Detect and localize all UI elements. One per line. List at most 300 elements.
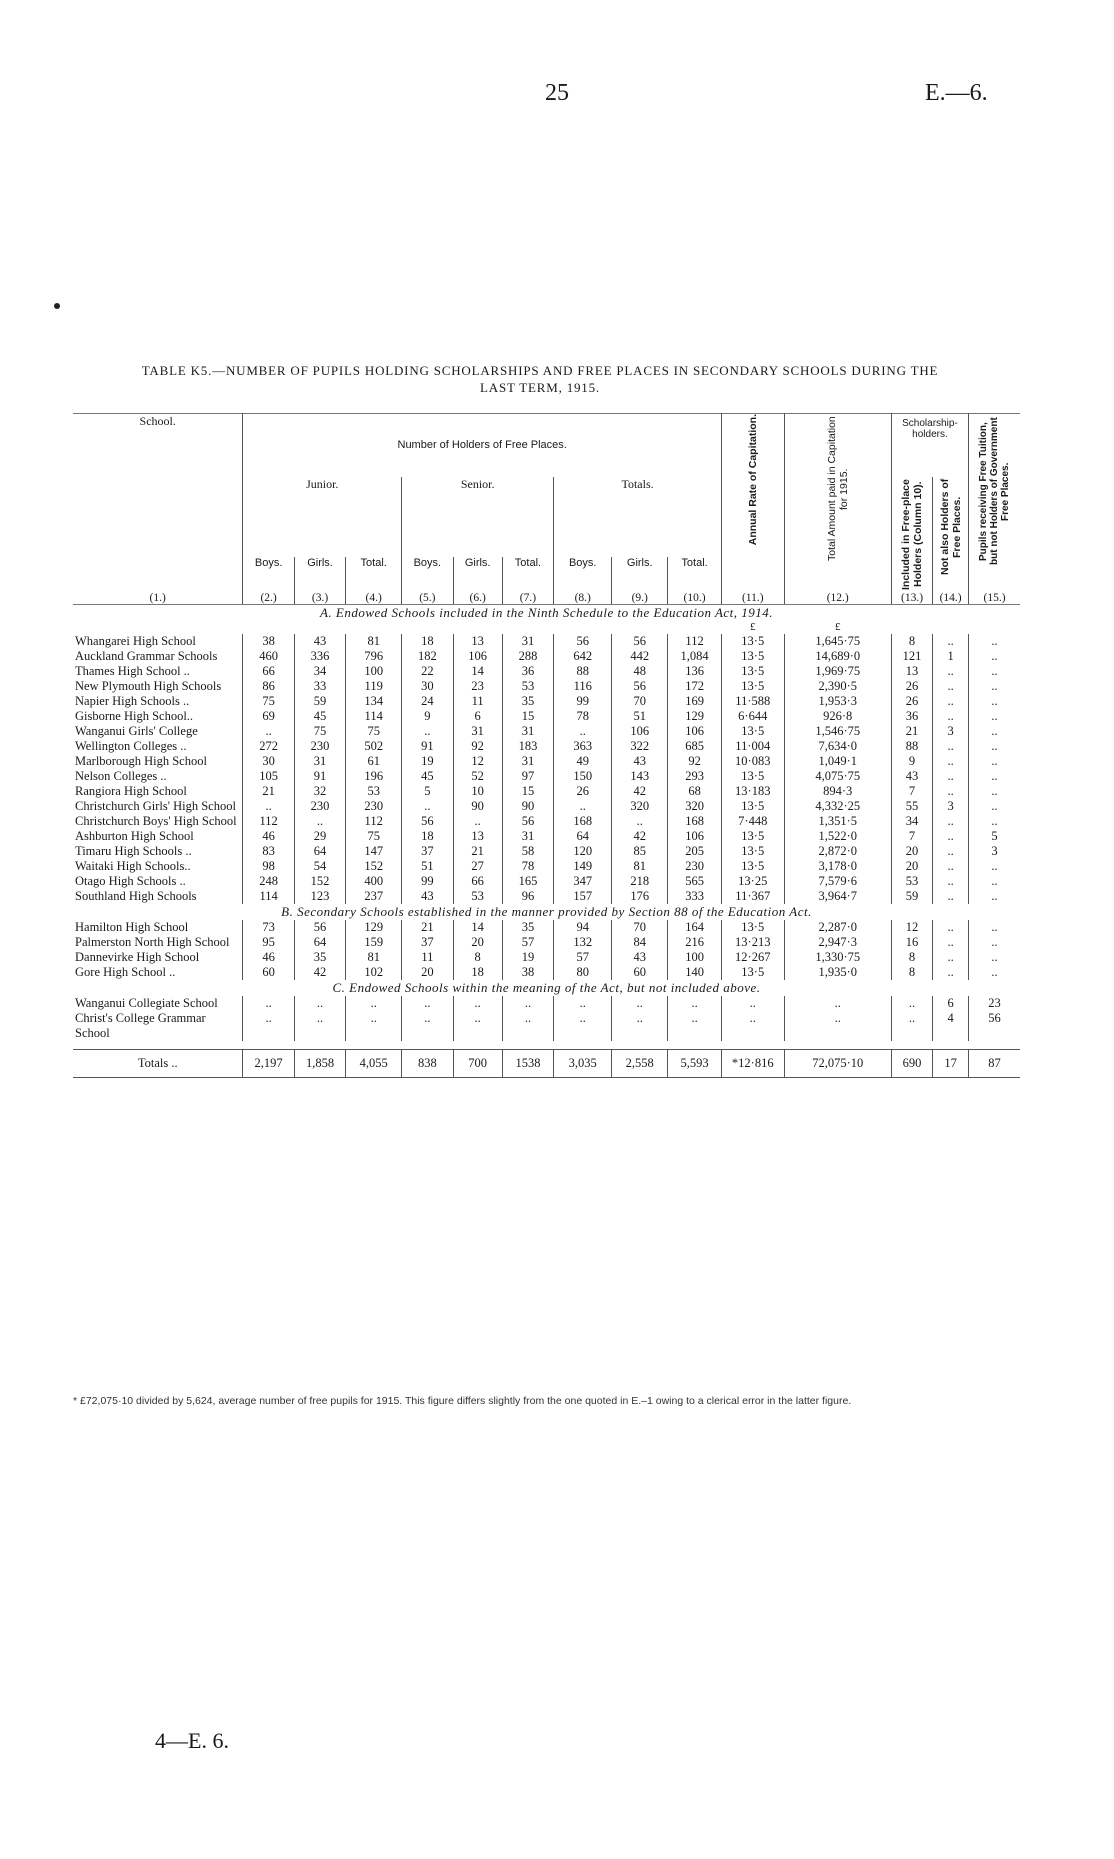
school-name: Gore High School ..: [73, 965, 243, 980]
value-cell: 31: [294, 754, 345, 769]
value-cell: 8: [891, 965, 932, 980]
not-also-label: Not also Holders of Free Places.: [938, 478, 963, 575]
value-cell: 59: [294, 694, 345, 709]
value-cell: ..: [402, 1011, 453, 1041]
value-cell: 57: [502, 935, 553, 950]
table-row: [73, 829, 1020, 844]
value-cell: 64: [554, 829, 612, 844]
value-cell: ..: [668, 1011, 722, 1041]
value-cell: 10: [453, 784, 502, 799]
value-cell: 94: [554, 920, 612, 935]
value-cell: 333: [668, 889, 722, 904]
table-row: [73, 844, 1020, 859]
value-cell: 59: [891, 889, 932, 904]
value-cell: 132: [554, 935, 612, 950]
value-cell: ..: [933, 965, 969, 980]
table-title-line-1: TABLE K5.—NUMBER OF PUPILS HOLDING SCHOLARSHIPS AND FREE PLACES IN SECONDARY SCHOOLS DURING THE: [141, 363, 939, 378]
included-label: Included in Free-place Holders (Column 10).: [900, 478, 925, 590]
value-cell: 172: [668, 679, 722, 694]
senior-boys-header: Boys.: [402, 557, 453, 592]
value-cell: 20: [891, 844, 932, 859]
value-cell: ..: [933, 769, 969, 784]
value-cell: ..: [991, 738, 998, 753]
column-number: (1.): [73, 592, 243, 605]
value-cell: 45: [294, 709, 345, 724]
value-cell: ..: [612, 996, 668, 1011]
value-cell: 140: [668, 965, 722, 980]
value-cell: 894·3: [784, 784, 891, 799]
value-cell: 685: [668, 739, 722, 754]
value-cell: 4,332·25: [784, 799, 891, 814]
value-cell: 98: [243, 859, 294, 874]
value-cell: 60: [243, 965, 294, 980]
value-cell: 13·183: [721, 784, 784, 799]
value-cell: ..: [991, 858, 998, 873]
value-cell: 53: [502, 679, 553, 694]
value-cell: ..: [991, 768, 998, 783]
currency-cell: [969, 621, 1020, 634]
value-cell: 926·8: [784, 709, 891, 724]
value-cell: 11: [402, 950, 453, 965]
value-cell: 35: [502, 694, 553, 709]
free-tuition-header: [969, 414, 1020, 592]
value-cell: 13·213: [721, 935, 784, 950]
value-cell: 2,947·3: [784, 935, 891, 950]
value-cell: 106: [612, 724, 668, 739]
value-cell: 183: [502, 739, 553, 754]
school-name: New Plymouth High Schools: [73, 679, 243, 694]
value-cell: 15: [502, 784, 553, 799]
value-cell: 9: [891, 754, 932, 769]
table-title: [70, 362, 1010, 396]
value-cell: 14: [453, 664, 502, 679]
stray-mark: [54, 303, 60, 309]
column-number: (11.): [721, 592, 784, 605]
value-cell: 13: [453, 634, 502, 649]
scholarship-table: [73, 413, 1020, 1078]
value-cell: ..: [784, 996, 891, 1011]
currency-cell: [453, 621, 502, 634]
section-heading: A. Endowed Schools included in the Ninth Schedule to the Education Act, 1914.: [319, 604, 774, 620]
value-cell: 46: [243, 950, 294, 965]
table-row: [73, 874, 1020, 889]
table-row: [73, 950, 1020, 965]
value-cell: 75: [346, 724, 402, 739]
value-cell: 22: [402, 664, 453, 679]
value-cell: 5: [402, 784, 453, 799]
value-cell: ..: [933, 935, 969, 950]
value-cell: 14,689·0: [784, 649, 891, 664]
value-cell: 60: [612, 965, 668, 980]
table-row: [73, 859, 1020, 874]
value-cell: 90: [453, 799, 502, 814]
value-cell: 56: [294, 920, 345, 935]
value-cell: 18: [402, 829, 453, 844]
value-cell: 51: [612, 709, 668, 724]
total-value-cell: 4,055: [346, 1049, 402, 1077]
value-cell: 85: [612, 844, 668, 859]
value-cell: ..: [933, 679, 969, 694]
value-cell: ..: [294, 996, 345, 1011]
value-cell: 1: [933, 649, 969, 664]
section-heading-row: [73, 904, 1020, 920]
value-cell: 182: [402, 649, 453, 664]
value-cell: 205: [668, 844, 722, 859]
value-cell: 21: [891, 724, 932, 739]
value-cell: 13·5: [721, 664, 784, 679]
total-value-cell: 17: [933, 1049, 969, 1077]
school-name: Rangiora High School: [73, 784, 243, 799]
value-cell: 31: [502, 754, 553, 769]
value-cell: 91: [402, 739, 453, 754]
value-cell: 26: [891, 679, 932, 694]
value-cell: 13·5: [721, 799, 784, 814]
currency-cell: [402, 621, 453, 634]
value-cell: ..: [933, 920, 969, 935]
total-value-cell: 3,035: [554, 1049, 612, 1077]
value-cell: ..: [933, 634, 969, 649]
school-name: Christ's College Grammar School: [73, 1011, 243, 1041]
table-body: [73, 604, 1020, 1077]
value-cell: 19: [402, 754, 453, 769]
value-cell: 42: [612, 784, 668, 799]
value-cell: 13·5: [721, 965, 784, 980]
value-cell: 3: [933, 799, 969, 814]
value-cell: ..: [991, 813, 998, 828]
value-cell: 1,330·75: [784, 950, 891, 965]
value-cell: 4,075·75: [784, 769, 891, 784]
value-cell: ..: [991, 888, 998, 903]
value-cell: 20: [891, 859, 932, 874]
table-row: [73, 784, 1020, 799]
value-cell: 248: [243, 874, 294, 889]
value-cell: 43: [612, 754, 668, 769]
value-cell: 106: [668, 724, 722, 739]
value-cell: 120: [554, 844, 612, 859]
school-name: Wanganui Collegiate School: [73, 996, 243, 1011]
value-cell: 176: [612, 889, 668, 904]
value-cell: ..: [668, 996, 722, 1011]
table-title-line-2: LAST TERM, 1915.: [480, 380, 600, 395]
value-cell: 81: [346, 634, 402, 649]
value-cell: ..: [933, 814, 969, 829]
value-cell: 6·644: [721, 709, 784, 724]
school-name: Otago High Schools ..: [73, 874, 243, 889]
value-cell: 642: [554, 649, 612, 664]
value-cell: 54: [294, 859, 345, 874]
value-cell: 565: [668, 874, 722, 889]
value-cell: 35: [502, 920, 553, 935]
value-cell: ..: [721, 996, 784, 1011]
column-number: (2.): [243, 592, 294, 605]
value-cell: 168: [554, 814, 612, 829]
value-cell: 1,351·5: [784, 814, 891, 829]
value-cell: 29: [294, 829, 345, 844]
currency-row: [73, 621, 1020, 634]
value-cell: 75: [243, 694, 294, 709]
totals-header: Totals.: [554, 477, 722, 557]
value-cell: 70: [612, 694, 668, 709]
value-cell: ..: [991, 949, 998, 964]
value-cell: 112: [346, 814, 402, 829]
school-name: Timaru High Schools ..: [73, 844, 243, 859]
value-cell: ..: [933, 739, 969, 754]
value-cell: 460: [243, 649, 294, 664]
value-cell: ..: [933, 859, 969, 874]
value-cell: 49: [554, 754, 612, 769]
included-header: [891, 477, 932, 592]
value-cell: 11·004: [721, 739, 784, 754]
value-cell: 2,872·0: [784, 844, 891, 859]
value-cell: 14: [453, 920, 502, 935]
value-cell: 31: [502, 634, 553, 649]
totals-row: [73, 1049, 1020, 1077]
table-row: [73, 1011, 1020, 1041]
value-cell: 23: [988, 995, 1001, 1010]
table-row: [73, 889, 1020, 904]
school-name: Gisborne High School..: [73, 709, 243, 724]
value-cell: 119: [346, 679, 402, 694]
totals-label: Totals ..: [73, 1049, 243, 1077]
value-cell: 34: [891, 814, 932, 829]
value-cell: 502: [346, 739, 402, 754]
value-cell: ..: [294, 814, 345, 829]
value-cell: 1,546·75: [784, 724, 891, 739]
value-cell: 112: [243, 814, 294, 829]
value-cell: 105: [243, 769, 294, 784]
capitation-rate-header: [721, 414, 784, 592]
value-cell: 64: [294, 844, 345, 859]
amount-paid-header: [784, 414, 891, 592]
section-heading: C. Endowed Schools within the meaning of the Act, but not included above.: [332, 979, 761, 995]
value-cell: 168: [668, 814, 722, 829]
value-cell: 1,645·75: [784, 634, 891, 649]
school-name: Christchurch Girls' High School: [73, 799, 243, 814]
total-value-cell: 700: [453, 1049, 502, 1077]
value-cell: 75: [294, 724, 345, 739]
value-cell: 1,935·0: [784, 965, 891, 980]
spacer-row: [73, 1041, 1020, 1050]
value-cell: ..: [991, 964, 998, 979]
value-cell: 237: [346, 889, 402, 904]
value-cell: ..: [991, 919, 998, 934]
value-cell: 6: [933, 996, 969, 1011]
value-cell: 13·5: [721, 724, 784, 739]
column-number: (10.): [668, 592, 722, 605]
value-cell: 37: [402, 935, 453, 950]
value-cell: 70: [612, 920, 668, 935]
section-heading: B. Secondary Schools established in the manner provided by Section 88 of the Education Act.: [281, 903, 812, 919]
value-cell: 3: [933, 724, 969, 739]
amount-paid-label: Total Amount paid in Capitation for 1915.: [825, 416, 850, 562]
school-name: Ashburton High School: [73, 829, 243, 844]
value-cell: 53: [453, 889, 502, 904]
value-cell: 2,287·0: [784, 920, 891, 935]
value-cell: 116: [554, 679, 612, 694]
value-cell: 100: [346, 664, 402, 679]
total-value-cell: 2,197: [243, 1049, 294, 1077]
school-name: Nelson Colleges ..: [73, 769, 243, 784]
school-name: Napier High Schools ..: [73, 694, 243, 709]
currency-cell: [346, 621, 402, 634]
value-cell: 442: [612, 649, 668, 664]
value-cell: ..: [991, 693, 998, 708]
school-header: [73, 414, 243, 592]
column-number: (15.): [969, 592, 1020, 605]
value-cell: ..: [991, 798, 998, 813]
value-cell: ..: [346, 1011, 402, 1041]
value-cell: 31: [502, 829, 553, 844]
value-cell: 152: [294, 874, 345, 889]
column-number: (4.): [346, 592, 402, 605]
value-cell: 336: [294, 649, 345, 664]
value-cell: 320: [612, 799, 668, 814]
value-cell: ..: [933, 829, 969, 844]
value-cell: 288: [502, 649, 553, 664]
value-cell: 114: [346, 709, 402, 724]
value-cell: 3: [991, 843, 998, 858]
value-cell: 37: [402, 844, 453, 859]
value-cell: 92: [668, 754, 722, 769]
value-cell: 6: [453, 709, 502, 724]
value-cell: 30: [243, 754, 294, 769]
school-name: Auckland Grammar Schools: [73, 649, 243, 664]
senior-header: Senior.: [402, 477, 554, 557]
value-cell: 34: [294, 664, 345, 679]
value-cell: 20: [453, 935, 502, 950]
table-row: [73, 679, 1020, 694]
report-reference: E.—6.: [925, 80, 988, 106]
value-cell: 216: [668, 935, 722, 950]
senior-girls-header: Girls.: [453, 557, 502, 592]
table-row: [73, 799, 1020, 814]
value-cell: 7,579·6: [784, 874, 891, 889]
currency-cell: [554, 621, 612, 634]
value-cell: 21: [243, 784, 294, 799]
free-tuition-label: Pupils receiving Free Tuition, but not Holders of Government Free Places.: [978, 417, 1011, 566]
value-cell: 36: [502, 664, 553, 679]
value-cell: 347: [554, 874, 612, 889]
value-cell: 322: [612, 739, 668, 754]
value-cell: 84: [612, 935, 668, 950]
value-cell: 35: [294, 950, 345, 965]
value-cell: 88: [891, 739, 932, 754]
value-cell: 106: [453, 649, 502, 664]
value-cell: 81: [346, 950, 402, 965]
value-cell: 43: [402, 889, 453, 904]
value-cell: 129: [346, 920, 402, 935]
value-cell: ..: [554, 724, 612, 739]
table-row: [73, 694, 1020, 709]
value-cell: 18: [453, 965, 502, 980]
value-cell: 52: [453, 769, 502, 784]
value-cell: ..: [933, 889, 969, 904]
bottom-page-reference: 4—E. 6.: [155, 1728, 229, 1753]
value-cell: 129: [668, 709, 722, 724]
value-cell: 152: [346, 859, 402, 874]
value-cell: ..: [991, 663, 998, 678]
value-cell: ..: [933, 754, 969, 769]
table-row: [73, 634, 1020, 649]
currency-cell: [294, 621, 345, 634]
value-cell: ..: [294, 1011, 345, 1041]
value-cell: ..: [784, 1011, 891, 1041]
footnote: * £72,075·10 divided by 5,624, average number of free pupils for 1915. This figure differs slightly from the one quoted in E.–1 owing to a clerical error in the latter figure.: [73, 1395, 852, 1407]
total-value-cell: 2,558: [612, 1049, 668, 1077]
value-cell: 8: [453, 950, 502, 965]
value-cell: 42: [612, 829, 668, 844]
value-cell: 42: [294, 965, 345, 980]
junior-boys-header: Boys.: [243, 557, 294, 592]
value-cell: ..: [402, 996, 453, 1011]
value-cell: ..: [991, 753, 998, 768]
value-cell: 3,178·0: [784, 859, 891, 874]
value-cell: 13·5: [721, 829, 784, 844]
currency-cell: [612, 621, 668, 634]
value-cell: 230: [346, 799, 402, 814]
table-row: [73, 739, 1020, 754]
value-cell: 114: [243, 889, 294, 904]
value-cell: 7,634·0: [784, 739, 891, 754]
value-cell: 95: [243, 935, 294, 950]
scholarship-holders-header: Scholarship-holders.: [891, 414, 968, 477]
value-cell: 91: [294, 769, 345, 784]
school-header-label: School.: [139, 414, 176, 428]
value-cell: 100: [668, 950, 722, 965]
currency-cell: [243, 621, 294, 634]
value-cell: ..: [243, 996, 294, 1011]
value-cell: 8: [891, 950, 932, 965]
value-cell: ..: [991, 873, 998, 888]
value-cell: ..: [721, 1011, 784, 1041]
value-cell: ..: [243, 799, 294, 814]
school-name: Southland High Schools: [73, 889, 243, 904]
column-number: (8.): [554, 592, 612, 605]
table-row: [73, 769, 1020, 784]
value-cell: 66: [243, 664, 294, 679]
value-cell: 112: [668, 634, 722, 649]
value-cell: ..: [991, 708, 998, 723]
value-cell: 164: [668, 920, 722, 935]
value-cell: 78: [554, 709, 612, 724]
value-cell: 1,049·1: [784, 754, 891, 769]
value-cell: 143: [612, 769, 668, 784]
value-cell: 7: [891, 784, 932, 799]
value-cell: ..: [554, 1011, 612, 1041]
school-name: Thames High School ..: [73, 664, 243, 679]
value-cell: 13·5: [721, 769, 784, 784]
value-cell: 106: [668, 829, 722, 844]
value-cell: ..: [453, 814, 502, 829]
value-cell: 230: [668, 859, 722, 874]
value-cell: ..: [554, 799, 612, 814]
value-cell: 16: [891, 935, 932, 950]
value-cell: 26: [554, 784, 612, 799]
value-cell: ..: [402, 724, 453, 739]
value-cell: 218: [612, 874, 668, 889]
value-cell: 75: [346, 829, 402, 844]
value-cell: 134: [346, 694, 402, 709]
column-number: (13.): [891, 592, 932, 605]
value-cell: ..: [243, 1011, 294, 1041]
currency-cell: £: [750, 620, 756, 633]
value-cell: ..: [991, 678, 998, 693]
currency-cell: [73, 621, 243, 634]
value-cell: 3,964·7: [784, 889, 891, 904]
value-cell: 157: [554, 889, 612, 904]
value-cell: 15: [502, 709, 553, 724]
value-cell: 43: [294, 634, 345, 649]
